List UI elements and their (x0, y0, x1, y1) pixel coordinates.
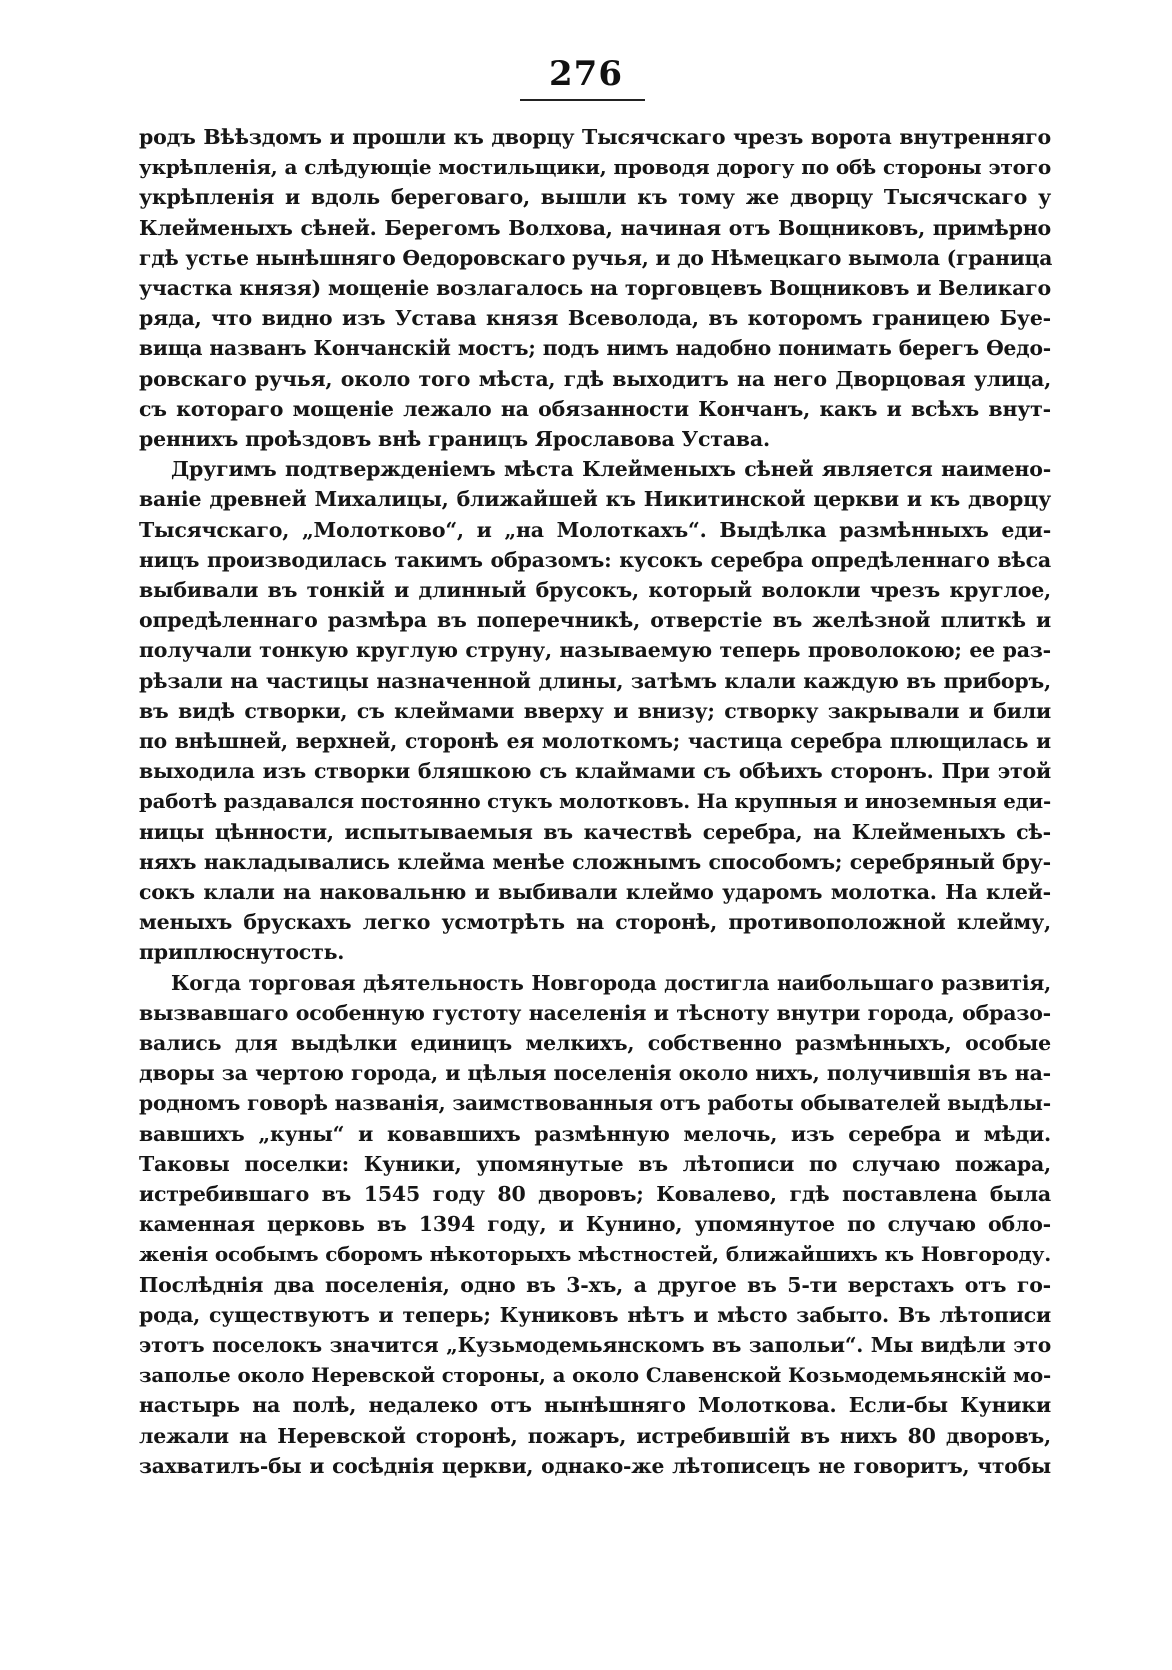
text-line: Другимъ подтвержденіемъ мѣста Клейменыхъ сѣней является наимено- (171, 457, 1051, 482)
text-line: женія особымъ сборомъ нѣкоторыхъ мѣстностей, ближайшихъ къ Новгороду. (139, 1242, 1051, 1267)
text-line: настырь на полѣ, недалеко отъ нынѣшняго Молоткова. Если-бы Куники (139, 1393, 1051, 1418)
text-line: родномъ говорѣ названія, заимствованныя отъ работы обывателей выдѣлы- (139, 1091, 1051, 1116)
text-line: ваніе древней Михалицы, ближайшей къ Никитинской церкви и къ дворцу (139, 487, 1051, 512)
text-line: вызвавшаго особенную густоту населенія и тѣсноту внутри города, образо- (139, 1000, 1051, 1025)
text-line: получали тонкую круглую струну, называемую теперь проволокою; ее раз- (139, 638, 1051, 663)
text-line: рѣзали на частицы назначенной длины, затѣмъ клали каждую въ приборъ, (139, 668, 1051, 693)
text-line: каменная церковь въ 1394 году, и Кунино, упомянутое по случаю обло- (139, 1212, 1051, 1237)
text-line: съ котораго мощеніе лежало на обязанности Кончанъ, какъ и всѣхъ внут- (139, 396, 1051, 421)
text-line: гдѣ устье нынѣшняго Ѳедоровскаго ручья, и до Нѣмецкаго вымола (граница (139, 245, 1053, 270)
text-line: участка князя) мощеніе возлагалось на торговцевъ Вощниковъ и Великаго (139, 276, 1051, 300)
text-line: дворы за чертою города, и цѣлыя поселенія около нихъ, получившія въ на- (139, 1061, 1051, 1086)
text-line: Таковы поселки: Куники, упомянутые въ лѣтописи по случаю пожара, (139, 1151, 1051, 1176)
text-line: Когда торговая дѣятельность Новгорода достигла наибольшаго развитія, (171, 970, 1051, 995)
text-line: этотъ поселокъ значится „Кузьмодемьянскомъ въ запольи“. Мы видѣли это (139, 1333, 1051, 1357)
text-line: укрѣпленія и вдоль береговаго, вышли къ тому же дворцу Тысячскаго у (139, 185, 1051, 210)
text-line: Послѣднія два поселенія, одно въ 3-хъ, а другое въ 5-ти верстахъ отъ го- (139, 1272, 1051, 1297)
page-number: 276 (549, 54, 623, 94)
text-line: въ видѣ створки, съ клеймами вверху и внизу; створку закрывали и били (139, 698, 1051, 723)
text-line: вища названъ Кончанскій мостъ; подъ нимъ надобно понимать берегъ Ѳедо- (139, 336, 1051, 361)
text-line: по внѣшней, верхней, сторонѣ ея молоткомъ; частица серебра плющилась и (139, 729, 1051, 753)
text-line: ницъ производилась такимъ образомъ: кусокъ серебра опредѣленнаго вѣса (139, 547, 1051, 572)
text-line: заполье около Неревской стороны, а около Славенской Козьмодемьянскій мо- (139, 1363, 1051, 1388)
text-line: опредѣленнаго размѣра въ поперечникѣ, отверстіе въ желѣзной плиткѣ и (139, 608, 1051, 633)
text-line: истребившаго въ 1545 году 80 дворовъ; Ковалево, гдѣ поставлена была (139, 1182, 1051, 1206)
text-line: ряда, что видно изъ Устава князя Всеволода, въ которомъ границею Буе- (139, 306, 1051, 331)
text-line: работѣ раздавался постоянно стукъ молотковъ. На крупныя и иноземныя еди- (139, 789, 1051, 814)
text-line: рода, существуютъ и теперь; Куниковъ нѣтъ и мѣсто забыто. Въ лѣтописи (139, 1302, 1051, 1327)
text-line: ницы цѣнности, испытываемыя въ качествѣ серебра, на Клейменыхъ сѣ- (139, 819, 1051, 844)
text-line: захватилъ-бы и сосѣднія церкви, однако-же лѣтописецъ не говоритъ, чтобы (139, 1453, 1051, 1478)
text-line: Клейменыхъ сѣней. Берегомъ Волхова, начиная отъ Вощниковъ, примѣрно (139, 215, 1051, 240)
text-line: родъ Вѣѣздомъ и прошли къ дворцу Тысячскаго чрезъ ворота внутренняго (139, 125, 1051, 149)
text-line: укрѣпленія, а слѣдующіе мостильщики, проводя дорогу по обѣ стороны этого (139, 155, 1051, 180)
text-line: вались для выдѣлки единицъ мелкихъ, собственно размѣнныхъ, особые (139, 1031, 1051, 1055)
text-line: лежали на Неревской сторонѣ, пожаръ, истребившій въ нихъ 80 дворовъ, (139, 1423, 1051, 1448)
text-line: выбивали въ тонкій и длинный брусокъ, который волокли чрезъ круглое, (139, 578, 1051, 602)
text-line: Тысячскаго, „Молотково“, и „на Молоткахъ“. Выдѣлка размѣнныхъ еди- (139, 517, 1051, 542)
text-line: ровскаго ручья, около того мѣста, гдѣ выходитъ на него Дворцовая улица, (139, 366, 1051, 391)
page-number-rule (520, 99, 645, 101)
text-line: выходила изъ створки бляшкою съ клаймами съ обѣихъ сторонъ. При этой (139, 759, 1051, 784)
text-line: няхъ накладывались клейма менѣе сложнымъ способомъ; серебряный бру- (139, 849, 1051, 874)
text-line: сокъ клали на наковальню и выбивали клеймо ударомъ молотка. На клей- (139, 880, 1051, 904)
text-line: вавшихъ „куны“ и ковавшихъ размѣнную мелочь, изъ серебра и мѣди. (139, 1121, 1051, 1146)
text-line: реннихъ проѣздовъ внѣ границъ Ярославова Устава. (139, 427, 770, 451)
text-line: меныхъ брускахъ легко усмотрѣть на сторонѣ, противоположной клейму, (139, 910, 1051, 935)
text-line: приплюснутость. (139, 940, 345, 965)
